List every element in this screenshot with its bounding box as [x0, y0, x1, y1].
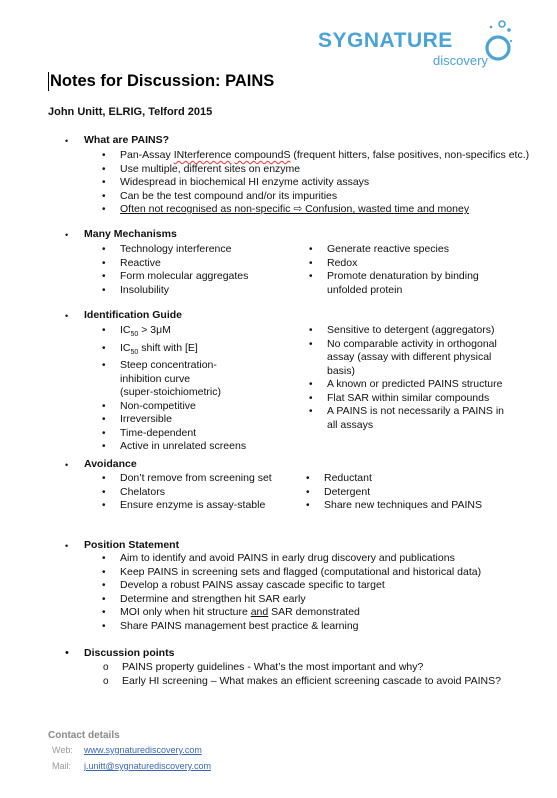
section-heading: Avoidance	[84, 458, 137, 470]
list-item: • Reactive	[100, 257, 290, 271]
logo-wordmark: SYGNATURE	[318, 29, 453, 52]
list-item: • Flat SAR within similar compounds	[307, 392, 507, 406]
sygnature-logo	[316, 14, 546, 74]
list-item: • Ensure enzyme is assay-stable	[100, 499, 300, 513]
section-bullet-icon: •	[65, 311, 69, 321]
list-item: • Sensitive to detergent (aggregators)	[307, 324, 507, 338]
list-item: • Generate reactive species	[307, 243, 507, 257]
section-heading: Identification Guide	[84, 309, 183, 321]
list-item: o Early HI screening – What makes an efficient screening cascade to avoid PAINS?	[102, 675, 542, 689]
list-item: • Detergent	[304, 486, 524, 500]
list-item: • $IC_{50}$ shift with [E]	[100, 342, 300, 360]
list-item: • MOI only when hit structure and SAR demonstrated	[100, 606, 540, 620]
list-item: • Don’t remove from screening set	[100, 472, 300, 486]
mechanisms-left-list	[100, 243, 290, 297]
list-item: • Share new techniques and PAINS	[304, 499, 524, 513]
contact-mail-row	[52, 761, 212, 771]
list-item: • Use multiple, different sites on enzyme	[100, 163, 529, 177]
list-item: o PAINS property guidelines - What’s the most important and why?	[102, 661, 542, 675]
list-item: • Determine and strengthen hit SAR early	[100, 593, 540, 607]
section-bullet-icon: •	[65, 541, 69, 551]
mail-label: Mail:	[52, 761, 72, 771]
identification-left-list	[100, 324, 300, 454]
mail-link[interactable]: j.unitt@sygnaturediscovery.com	[84, 761, 212, 771]
author-line: John Unitt, ELRIG, Telford 2015	[48, 106, 213, 118]
list-item: • Irreversible	[100, 413, 300, 427]
list-item: • Active in unrelated screens	[100, 440, 300, 454]
logo-ring-icon	[478, 14, 518, 74]
list-item: • Promote denaturation by binding unfolded protein	[307, 270, 507, 297]
web-link[interactable]: www.sygnaturediscovery.com	[84, 745, 202, 755]
list-item: • Time-dependent	[100, 427, 300, 441]
list-item: • Non-competitive	[100, 400, 300, 414]
section-bullet-icon: •	[65, 136, 69, 146]
avoidance-right-list	[304, 472, 524, 513]
identification-right-list	[307, 324, 507, 432]
section-heading: Position Statement	[84, 539, 180, 551]
list-item: • Reductant	[304, 472, 524, 486]
logo-subtitle: discovery	[433, 53, 488, 68]
section-bullet-icon: •	[65, 230, 69, 240]
list-item: • Can be the test compound and/or its impurities	[100, 190, 529, 204]
contact-heading: Contact details	[48, 730, 120, 741]
web-label: Web:	[52, 745, 73, 755]
list-item: • A PAINS is not necessarily a PAINS in all assays	[307, 405, 507, 432]
discussion-list	[102, 661, 542, 688]
list-item: • Redox	[307, 257, 507, 271]
list-item: • Form molecular aggregates	[100, 270, 290, 284]
mechanisms-right-list	[307, 243, 507, 297]
section-heading: Many Mechanisms	[84, 228, 177, 240]
page-title: Notes for Discussion: PAINS	[50, 72, 275, 90]
list-item: • Technology interference	[100, 243, 290, 257]
list-item: • A known or predicted PAINS structure	[307, 378, 507, 392]
list-item: • $IC_{50} > 3\mu M$	[100, 324, 300, 342]
list-item: • Share PAINS management best practice & learning	[100, 620, 540, 634]
what-list	[100, 149, 529, 217]
section-heading: Discussion points	[84, 647, 175, 659]
section-bullet-icon: •	[65, 460, 69, 470]
contact-web-row	[52, 745, 202, 755]
list-item: • Aim to identify and avoid PAINS in early drug discovery and publications	[100, 552, 540, 566]
position-list	[100, 552, 540, 633]
list-item: • Pan-Assay INterference compoundS (frequent hitters, false positives, non-specifics etc.)	[100, 149, 529, 163]
list-item: • Insolubility	[100, 284, 290, 298]
list-item: • Often not recognised as non-specific ⇨ Confusion, wasted time and money	[100, 203, 529, 217]
list-item: • Keep PAINS in screening sets and flagged (computational and historical data)	[100, 566, 540, 580]
list-item: • Develop a robust PAINS assay cascade specific to target	[100, 579, 540, 593]
section-bullet-icon: •	[65, 647, 69, 659]
list-item: • Chelators	[100, 486, 300, 500]
list-item: • Steep concentration- inhibition curve (super-stoichiometric)	[100, 359, 300, 400]
section-heading: What are PAINS?	[84, 134, 169, 146]
avoidance-left-list	[100, 472, 300, 513]
list-item: • No comparable activity in orthogonal assay (assay with different physical basis)	[307, 338, 507, 379]
list-item: • Widespread in biochemical HI enzyme activity assays	[100, 176, 529, 190]
